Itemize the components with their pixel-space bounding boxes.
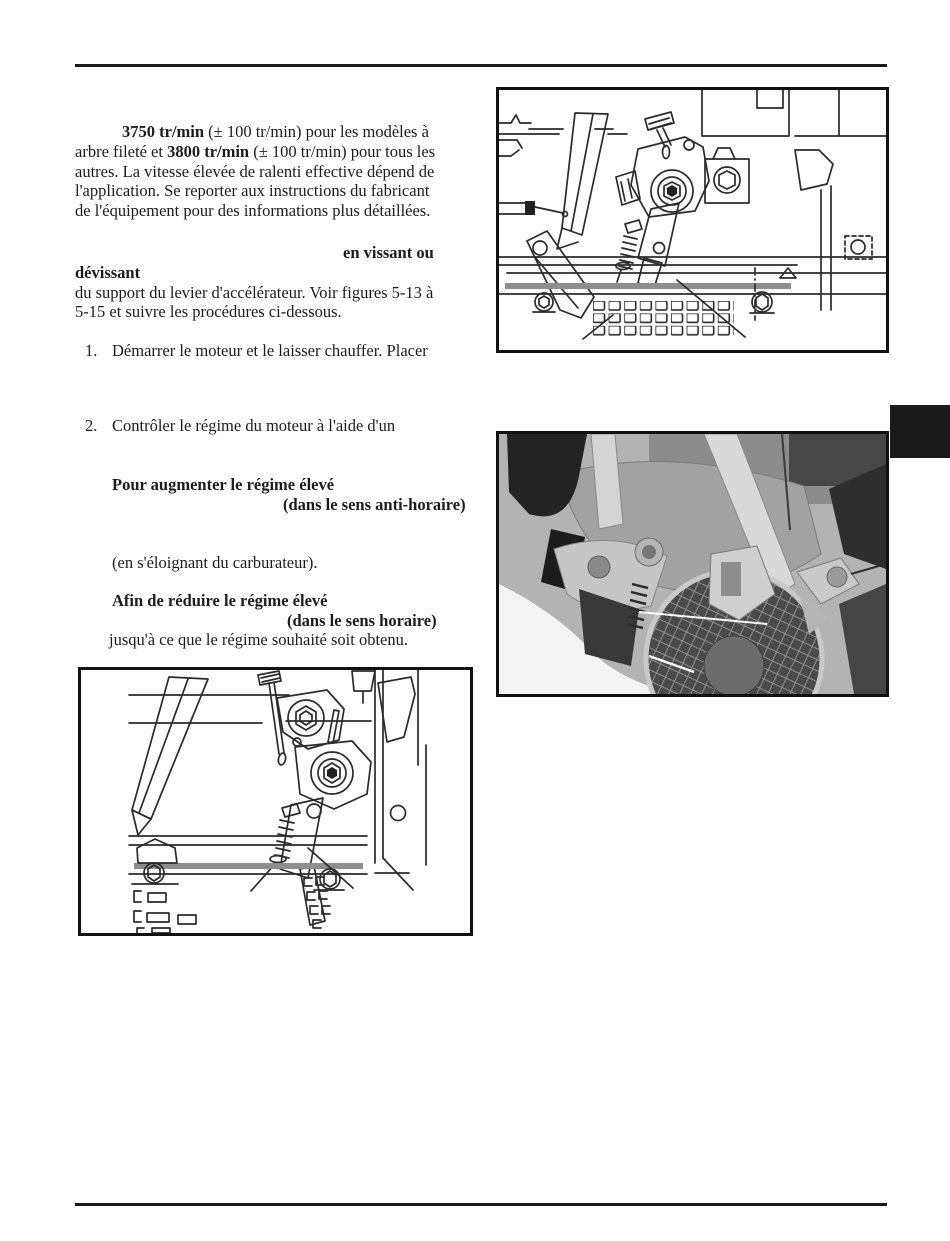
figure-governor-photo [496, 431, 889, 697]
text-line: de l'équipement pour des informations plus détaillées. [75, 201, 431, 221]
step-2 [75, 416, 489, 436]
text-line: l'application. Se reporter aux instructions du fabricant [75, 181, 430, 201]
increase-note: (en s'éloignant du carburateur). [112, 553, 318, 572]
rpm-value-2: 3800 tr/min [167, 141, 250, 161]
throttle-bracket-line-drawing [81, 670, 470, 933]
step-text: Démarrer le moteur et le laisser chauffer. Placer [112, 341, 428, 360]
increase-direction: (dans le sens anti-horaire) [283, 495, 466, 514]
text-line: 3750 tr/min (± 100 tr/min) pour les modèles à [122, 122, 429, 141]
step-number: 1. [85, 341, 98, 360]
text-line: du support du levier d'accélérateur. Voir figures 5-13 à [75, 282, 434, 302]
section-edge-tab [890, 405, 950, 458]
step-number: 2. [85, 416, 98, 435]
figure-throttle-bracket-drawing [78, 667, 473, 936]
rpm-value-1: 3750 tr/min [122, 122, 205, 141]
decrease-note: jusqu'à ce que le régime souhaité soit obtenu. [109, 630, 408, 649]
increase-instructions-heading: Pour augmenter le régime élevé [112, 475, 335, 494]
throttle-linkage-line-drawing [499, 90, 886, 350]
adjust-paragraph [75, 243, 489, 322]
step-text: Contrôler le régime du moteur à l'aide d'un [112, 416, 396, 435]
engine-governor-photo [499, 434, 886, 694]
figure-throttle-linkage-drawing [496, 87, 889, 353]
top-rule [75, 64, 887, 67]
text-line: autres. La vitesse élevée de ralenti effective dépend de [75, 161, 435, 181]
decrease-direction: (dans le sens horaire) [287, 611, 437, 630]
bottom-rule [75, 1203, 887, 1206]
text-line: arbre fileté et 3800 tr/min (± 100 tr/min) pour tous les [75, 141, 436, 161]
text-line: dévissant [75, 262, 141, 282]
text-line: 5-15 et suivre les procédures ci-dessous. [75, 302, 342, 322]
text-line: en vissant ou [343, 243, 434, 262]
decrease-instructions-heading: Afin de réduire le régime élevé [112, 591, 328, 610]
step-1 [75, 341, 489, 361]
intro-paragraph [75, 122, 489, 221]
